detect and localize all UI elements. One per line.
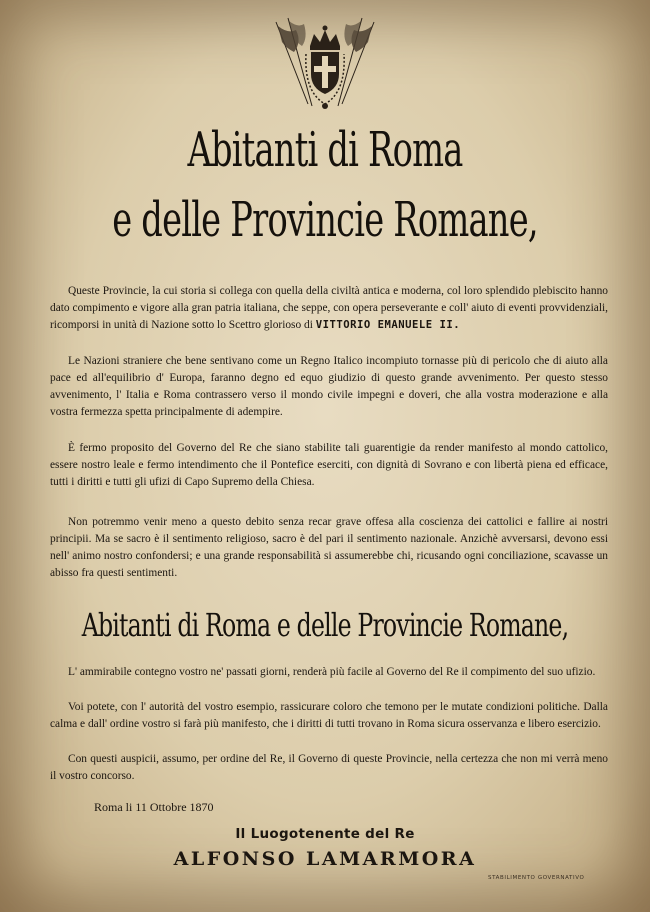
savoy-crest-icon <box>268 12 382 112</box>
paragraph-4-text: Non potremmo venir meno a questo debito senza recar grave offesa alla coscienza dei cattolici e fallire ai nostri principii. Ma se sacro è il sentimento religioso, sacro è del pari il sentimento nazionale. Anzichè avversarsi, devono essi nell' animo nostro confondersi; e una grande responsabilità si assumerebbe chi, ricusando ogni conciliazione, scavasse un abisso fra questi sentimenti. <box>50 516 608 579</box>
king-name: VITTORIO EMANUELE II. <box>315 318 461 331</box>
paragraph-1 <box>50 283 608 334</box>
paragraph-7 <box>50 751 608 785</box>
paragraph-3-text: È fermo proposito del Governo del Re che siano stabilite tali guarentigie da render manifesto al mondo cattolico, essere nostro leale e fermo intendimento che il Pontefice eserciti, con dignità di Sovrano e con libertà piena ed efficace, tutti i diritti e tutti gli ufizi di Capo Supremo della Chiesa. <box>50 442 608 488</box>
date-line: Roma li 11 Ottobre 1870 <box>94 800 214 814</box>
signatory-name: ALFONSO LAMARMORA <box>173 848 477 870</box>
signatory-title: Il Luogotenente del Re <box>235 826 415 842</box>
paragraph-6-text: Voi potete, con l' autorità del vostro esempio, rassicurare coloro che temono per le mutate condizioni politiche. Dalla calma e dall' ordine vostro si farà più manifesto, che i diritti di tutti trovano in Roma sicura osservanza e libero esercizio. <box>50 701 608 730</box>
paragraph-2-text: Le Nazioni straniere che bene sentivano come un Regno Italico incompiuto tornasse più di pericolo che di aiuto alla pace ed all'equilibrio d' Europa, faranno degno ed equo giudizio di questo grande avvenimento. Per questo stesso avvenimento, l' Italia e Roma contrassero verso il mondo civile impegni e doveri, che alla vostra moderazione e alla vostra fermezza spetta principalmente di adempire. <box>50 355 608 418</box>
paragraph-3 <box>50 440 608 491</box>
subtitle: Abitanti di Roma e delle Provincie Romane, <box>81 606 569 644</box>
main-title-line1: Abitanti di Roma <box>187 122 463 178</box>
paragraph-5 <box>50 664 608 681</box>
paragraph-6 <box>50 699 608 733</box>
paragraph-5-text: L' ammirabile contegno vostro ne' passati giorni, renderà più facile al Governo del Re il compimento del suo ufizio. <box>68 666 596 678</box>
paragraph-4 <box>50 514 608 582</box>
paragraph-1-text: Queste Provincie, la cui storia si collega con quella della civiltà antica e moderna, col loro splendido plebiscito hanno dato compimento e vigore alla gran patria italiana, che seppe, con opera perseverante e coll' aiuto di eventi provvidenziali, ricomporsi in unità di Nazione sotto lo Scettro glorioso di <box>50 285 608 331</box>
paragraph-2 <box>50 353 608 421</box>
paragraph-7-text: Con questi auspicii, assumo, per ordine del Re, il Governo di queste Provincie, nella certezza che non mi verrà meno il vostro concorso. <box>50 753 608 782</box>
main-title-line2: e delle Provincie Romane, <box>112 192 538 248</box>
printer-imprint: STABILIMENTO GOVERNATIVO <box>488 875 585 881</box>
